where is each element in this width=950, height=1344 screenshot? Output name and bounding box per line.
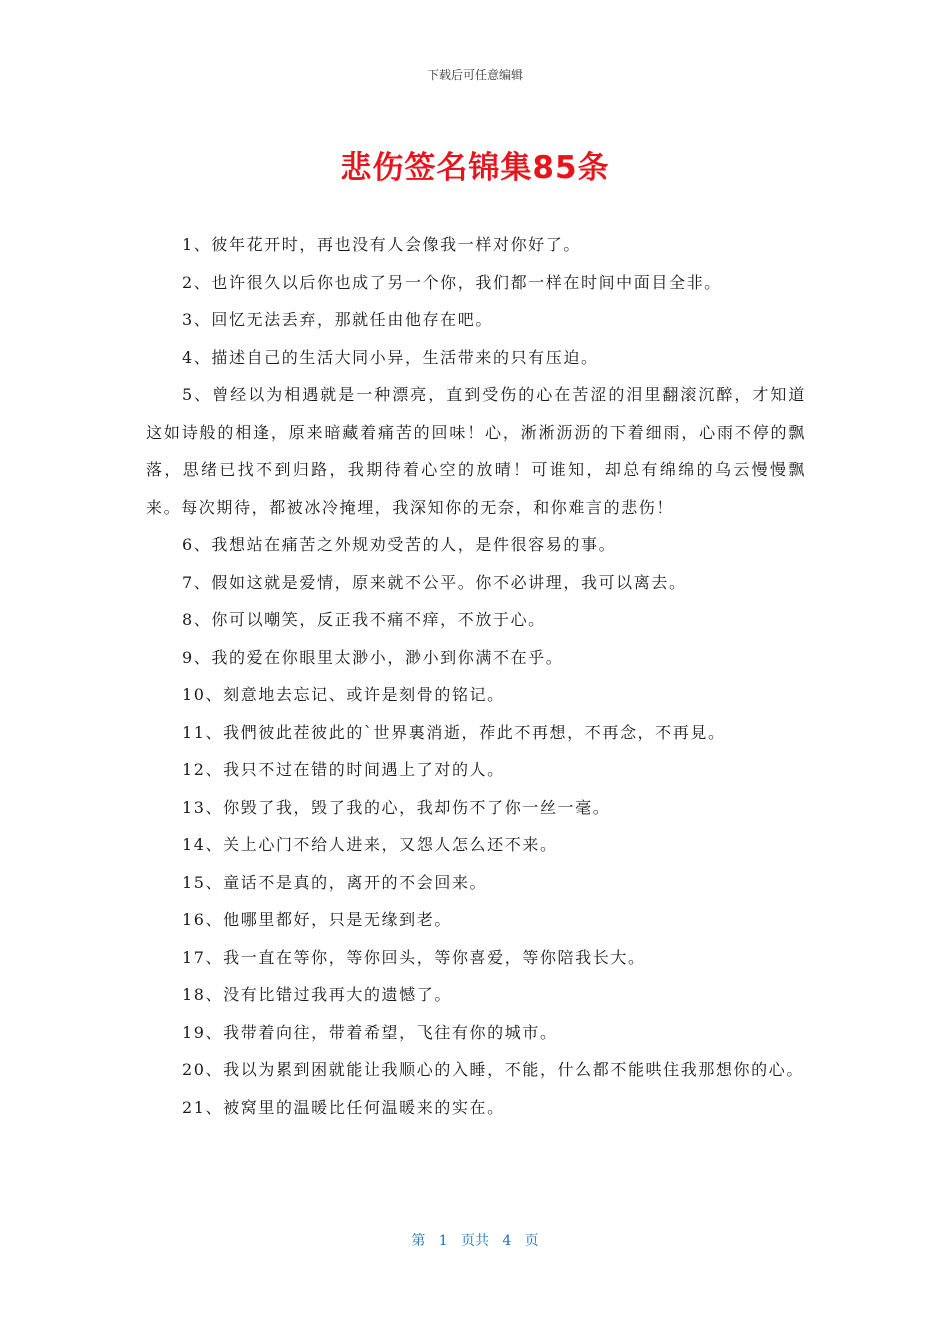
paragraph-13: 13、你毁了我，毁了我的心，我却伤不了你一丝一毫。 xyxy=(182,797,611,817)
header-note: 下载后可任意编辑 xyxy=(426,68,523,82)
paragraph-20: 20、我以为累到困就能让我顺心的入睡，不能，什么都不能哄住我那想你的心。 xyxy=(182,1060,804,1079)
paragraph-11: 11、我們彼此茬彼此的`世界裏消逝，莋此不再想，不再念，不再見。 xyxy=(182,722,726,742)
paragraph-12: 12、我只不过在错的时间遇上了对的人。 xyxy=(182,760,505,779)
paragraph-17: 17、我一直在等你，等你回头，等你喜爱，等你陪我长大。 xyxy=(182,947,646,967)
paragraph-15: 15、童话不是真的，离开的不会回来。 xyxy=(182,872,488,892)
paragraph-8: 8、你可以嘲笑，反正我不痛不痒，不放于心。 xyxy=(182,610,546,629)
paragraph-4: 4、描述自己的生活大同小异，生活带来的只有压迫。 xyxy=(182,347,599,367)
paragraph-1: 1、彼年花开时，再也没有人会像我一样对你好了。 xyxy=(182,235,581,254)
paragraph-10: 10、刻意地去忘记、或许是刻骨的铭记。 xyxy=(182,685,505,704)
paragraph-21: 21、被窝里的温暖比任何温暖来的实在。 xyxy=(182,1097,505,1117)
paragraph-14: 14、关上心门不给人进来，又怨人怎么还不来。 xyxy=(182,835,558,854)
page-footer: 第 1 页共 4 页 xyxy=(411,1233,539,1249)
paragraph-5: 5、曾经以为相遇就是一种漂亮，直到受伤的心在苦涩的泪里翻滚沉醉，才知道这如诗般的相逢，原来暗藏着痛苦的回味！心，淅淅沥沥的下着细雨，心雨不停的飘落，思绪已找不到归路，我期待着心空的放晴！可谁知，却总有绵绵的乌云慢慢飘来。每次期待，都被冰冷掩埋，我深知你的无奈，和你难言的悲伤！ xyxy=(146,385,806,517)
document-body xyxy=(146,226,806,1126)
paragraph-16: 16、他哪里都好，只是无缘到老。 xyxy=(182,910,452,929)
paragraph-6: 6、我想站在痛苦之外规劝受苦的人，是件很容易的事。 xyxy=(182,535,617,554)
paragraph-19: 19、我带着向往，带着希望，飞往有你的城市。 xyxy=(182,1022,558,1042)
paragraph-9: 9、我的爱在你眼里太渺小，渺小到你满不在乎。 xyxy=(182,647,564,667)
paragraph-18: 18、没有比错过我再大的遗憾了。 xyxy=(182,985,452,1004)
document-title: 悲伤签名锦集85条 xyxy=(340,150,610,186)
paragraph-3: 3、回忆无法丢弃，那就任由他存在吧。 xyxy=(182,310,493,329)
paragraph-2: 2、也许很久以后你也成了另一个你，我们都一样在时间中面目全非。 xyxy=(182,272,722,292)
paragraph-7: 7、假如这就是爱情，原来就不公平。你不必讲理，我可以离去。 xyxy=(182,572,687,592)
